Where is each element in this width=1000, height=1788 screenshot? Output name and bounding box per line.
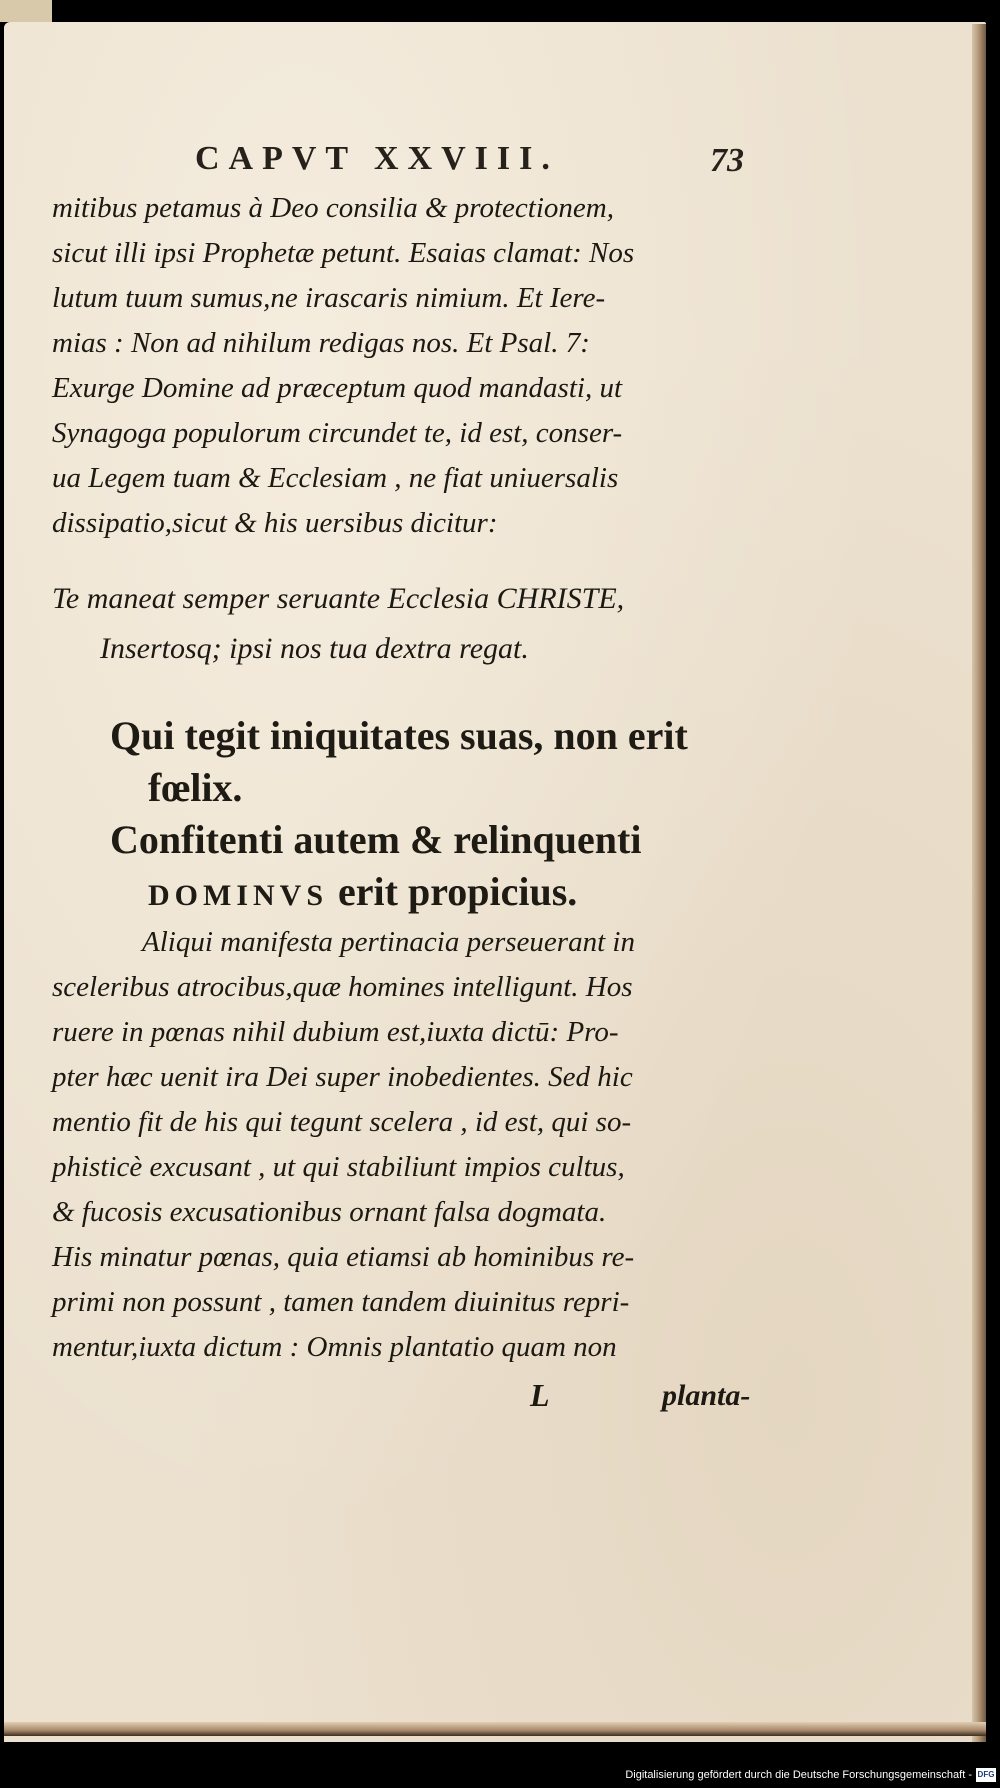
commentary-line: & fucosis excusationibus ornant falsa dogmata. <box>52 1196 607 1228</box>
digitization-credit: Digitalisierung gefördert durch die Deutsche Forschungsgemeinschaft - <box>625 1769 972 1781</box>
commentary-line: phisticè excusant , ut qui stabiliunt impios cultus, <box>52 1151 625 1183</box>
page-bottom-edge <box>4 1722 986 1736</box>
signature-mark: L <box>530 1377 550 1413</box>
body-line: Exurge Domine ad præceptum quod mandasti, ut <box>52 372 623 404</box>
body-line: sicut illi ipsi Prophetæ petunt. Esaias clamat: Nos <box>52 237 635 269</box>
catchword: planta- <box>662 1379 751 1412</box>
verse-block <box>52 574 624 674</box>
proverb-line <box>110 866 688 922</box>
running-title: CAPVT XXVIII. <box>195 140 559 177</box>
body-line: Synagoga populorum circundet te, id est, conser- <box>52 417 623 449</box>
dominus-smallcaps: DOMINVS <box>148 879 329 912</box>
proverb-line: Qui tegit iniquitates suas, non erit <box>110 713 688 758</box>
body-paragraph <box>52 186 772 546</box>
commentary-line: mentur,iuxta dictum : Omnis plantatio quam non <box>52 1331 617 1363</box>
commentary-line: sceleribus atrocibus,quæ homines intelligunt. Hos <box>52 971 633 1003</box>
body-line: dissipatio,sicut & his uersibus dicitur: <box>52 507 498 539</box>
proverb-heading <box>110 710 688 922</box>
commentary-line: ruere in pœnas nihil dubium est,iuxta dictū: Pro- <box>52 1016 619 1048</box>
verse-line: Insertosq; ipsi nos tua dextra regat. <box>100 632 529 665</box>
body-line: mias : Non ad nihilum redigas nos. Et Psal. 7: <box>52 327 590 359</box>
commentary-line: mentio fit de his qui tegunt scelera , id est, qui so- <box>52 1106 632 1138</box>
commentary-line: pter hæc uenit ira Dei super inobedientes. Sed hic <box>52 1061 633 1093</box>
page-edge <box>972 24 986 1742</box>
body-line: lutum tuum sumus,ne irascaris nimium. Et Iere- <box>52 282 606 314</box>
verse-line: Te maneat semper seruante Ecclesia CHRISTE, <box>52 582 625 615</box>
dfg-logo-icon: DFG <box>976 1768 996 1782</box>
commentary-line: His minatur pœnas, quia etiamsi ab hominibus re- <box>52 1241 635 1273</box>
page-number: 73 <box>710 142 744 179</box>
body-line: ua Legem tuam & Ecclesiam , ne fiat uniuersalis <box>52 462 619 494</box>
commentary-line: Aliqui manifesta pertinacia perseuerant in <box>142 926 635 958</box>
proverb-line: fœlix. <box>148 765 243 810</box>
commentary-line: primi non possunt , tamen tandem diuinitus repri- <box>52 1286 630 1318</box>
page-corner <box>0 0 52 22</box>
commentary-paragraph <box>52 920 772 1370</box>
body-line: mitibus petamus à Deo consilia & protectionem, <box>52 192 614 224</box>
proverb-line: Confitenti autem & relinquenti <box>110 817 642 862</box>
proverb-line-rest: erit propicius. <box>328 869 578 914</box>
